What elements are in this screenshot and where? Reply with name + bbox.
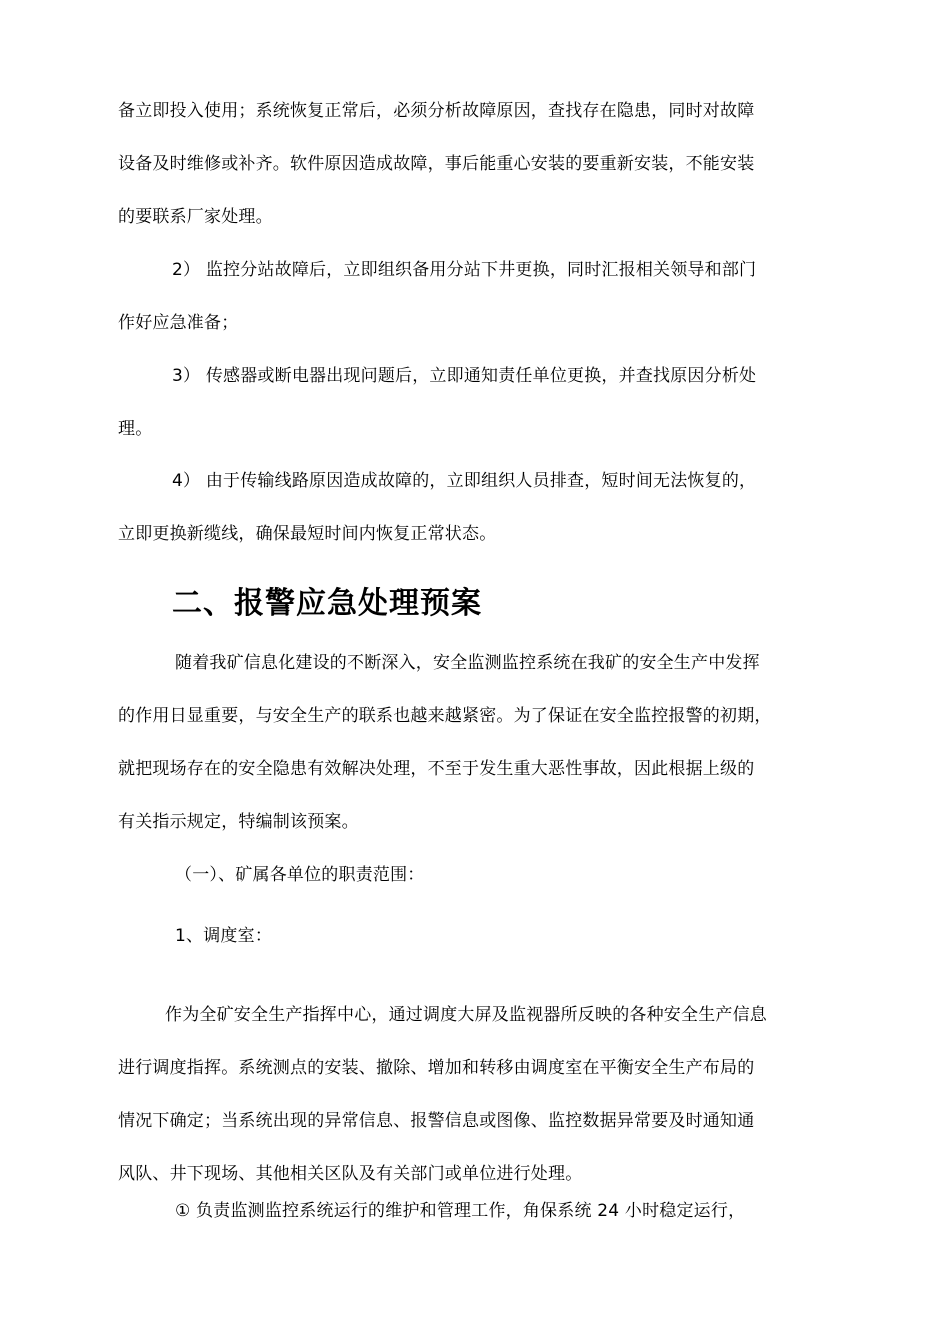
paragraph-line: 理。 — [118, 419, 153, 439]
paragraph-line: 情况下确定；当系统出现的异常信息、报警信息或图像、监控数据异常要及时通知通 — [118, 1111, 755, 1131]
paragraph-line: 设备及时维修或补齐。软件原因造成故障，事后能重心安装的要重新安装，不能安装 — [118, 154, 755, 174]
numbered-item: ① 负责监测监控系统运行的维护和管理工作，角保系统 24 小时稳定运行， — [175, 1201, 746, 1221]
paragraph-line: 就把现场存在的安全隐患有效解决处理，不至于发生重大恶性事故，因此根据上级的 — [118, 759, 755, 779]
subsection-item-title: 1、调度室： — [175, 926, 273, 946]
paragraph-line: 随着我矿信息化建设的不断深入，安全监测监控系统在我矿的安全生产中发挥 — [175, 653, 760, 673]
list-item-2: 2） 监控分站故障后，立即组织备用分站下井更换，同时汇报相关领导和部门 — [172, 260, 757, 280]
paragraph-line: 的作用日显重要，与安全生产的联系也越来越紧密。为了保证在安全监控报警的初期， — [118, 706, 772, 726]
list-item-4: 4） 由于传输线路原因造成故障的，立即组织人员排查，短时间无法恢复的， — [172, 471, 757, 491]
section-heading: 二、报警应急处理预案 — [172, 586, 482, 621]
paragraph-line: 作为全矿安全生产指挥中心，通过调度大屏及监视器所反映的各种安全生产信息 — [165, 1005, 767, 1025]
paragraph-line: 有关指示规定，特编制该预案。 — [118, 812, 359, 832]
paragraph-line: 风队、井下现场、其他相关区队及有关部门或单位进行处理。 — [118, 1164, 583, 1184]
paragraph-line: 的要联系厂家处理。 — [118, 207, 273, 227]
list-item-3: 3） 传感器或断电器出现问题后，立即通知责任单位更换，并查找原因分析处 — [172, 366, 757, 386]
paragraph-line: 立即更换新缆线，确保最短时间内恢复正常状态。 — [118, 524, 497, 544]
subsection-heading: （一）、矿属各单位的职责范围： — [175, 865, 425, 885]
paragraph-line: 进行调度指挥。系统测点的安装、撤除、增加和转移由调度室在平衡安全生产布局的 — [118, 1058, 755, 1078]
paragraph-line: 作好应急准备； — [118, 313, 239, 333]
paragraph-line: 备立即投入使用；系统恢复正常后，必须分析故障原因，查找存在隐患，同时对故障 — [118, 101, 755, 121]
